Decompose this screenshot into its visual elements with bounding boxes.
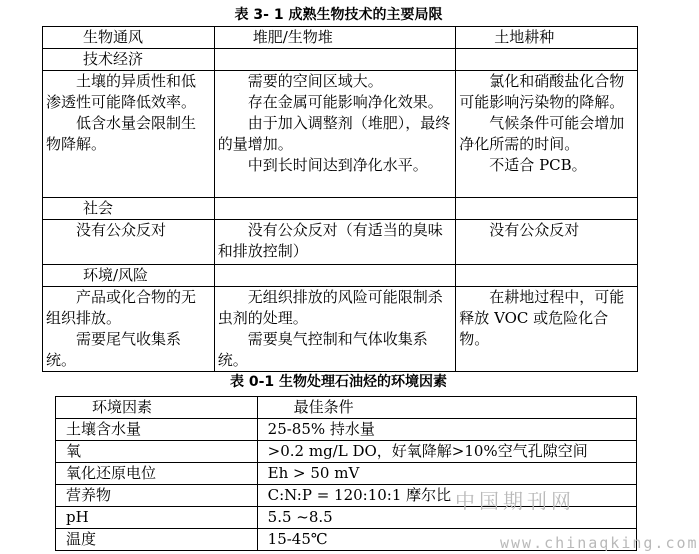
table-row bbox=[56, 419, 637, 441]
table-cell bbox=[456, 220, 638, 265]
condition-cell: C:N:P = 120:10:1 摩尔比 bbox=[257, 485, 636, 507]
factor-cell: 土壤含水量 bbox=[56, 419, 258, 441]
table-cell bbox=[456, 287, 638, 372]
cell-text: 需要臭气控制和气体收集系统。 bbox=[217, 330, 428, 369]
header-bioventing: 生物通风 bbox=[43, 27, 215, 49]
section-row-tech-econ bbox=[43, 49, 638, 71]
condition-cell: 15-45℃ bbox=[257, 529, 636, 551]
table-header-row bbox=[43, 27, 638, 49]
cell-text: 没有公众反对 bbox=[489, 221, 580, 239]
condition-cell: 5.5 ~8.5 bbox=[257, 507, 636, 529]
cell-text: 无组织排放的风险可能限制杀虫剂的处理。 bbox=[217, 288, 443, 327]
cell-text: 氯化和硝酸盐化合物可能影响污染物的降解。 bbox=[459, 72, 625, 111]
table-header-row bbox=[56, 397, 637, 419]
cell-text: 需要尾气收集系统。 bbox=[46, 330, 182, 369]
limitations-table bbox=[42, 26, 638, 372]
condition-cell: >0.2 mg/L DO，好氧降解>10%空气孔隙空间 bbox=[257, 441, 636, 463]
cell-text: 由于加入调整剂（堆肥），最终的量增加。 bbox=[217, 114, 451, 153]
table-cell bbox=[214, 287, 456, 372]
table-row bbox=[43, 220, 638, 265]
section-row-environment bbox=[43, 265, 638, 287]
cell-text: 不适合 PCB。 bbox=[489, 156, 587, 174]
table-cell bbox=[214, 71, 456, 198]
header-land-farming: 土地耕种 bbox=[456, 27, 638, 49]
cell-text: 气候条件可能会增加净化所需的时间。 bbox=[459, 114, 625, 153]
table-cell bbox=[43, 220, 215, 265]
cell-text: 需要的空间区域大。 bbox=[247, 72, 383, 90]
cell-text: 产品或化合物的无组织排放。 bbox=[46, 288, 197, 327]
factor-cell: 温度 bbox=[56, 529, 258, 551]
cell-text: 没有公众反对（有适当的臭味和排放控制） bbox=[217, 221, 443, 260]
section-label: 社会 bbox=[43, 198, 215, 220]
section-row-social bbox=[43, 198, 638, 220]
table-row bbox=[43, 71, 638, 198]
table-row bbox=[56, 463, 637, 485]
cell-text: 土壤的异质性和低渗透性可能降低效率。 bbox=[46, 72, 197, 111]
factor-cell: 氧化还原电位 bbox=[56, 463, 258, 485]
cell-text: 没有公众反对 bbox=[76, 221, 167, 239]
cell-text: 存在金属可能影响净化效果。 bbox=[247, 93, 443, 111]
table-cell bbox=[43, 71, 215, 198]
table-row bbox=[43, 287, 638, 372]
factor-cell: pH bbox=[56, 507, 258, 529]
cell-text: 中到长时间达到净化水平。 bbox=[247, 156, 428, 174]
factor-cell: 营养物 bbox=[56, 485, 258, 507]
cell-text: 低含水量会限制生物降解。 bbox=[46, 114, 197, 153]
table-cell bbox=[456, 71, 638, 198]
watermark-url: www.chinaqking.com bbox=[500, 534, 699, 552]
header-optimal: 最佳条件 bbox=[257, 397, 636, 419]
watermark-logo-text: 中国期刊网 bbox=[455, 489, 575, 513]
header-factor: 环境因素 bbox=[56, 397, 258, 419]
table2-title: 表 0-1 生物处理石油烃的环境因素 bbox=[229, 374, 448, 390]
table-cell bbox=[43, 287, 215, 372]
section-label: 技术经济 bbox=[43, 49, 215, 71]
condition-cell: 25-85% 持水量 bbox=[257, 419, 636, 441]
section-label: 环境/风险 bbox=[43, 265, 215, 287]
cell-text: 在耕地过程中，可能释放 VOC 或危险化合物。 bbox=[459, 288, 625, 348]
table-row bbox=[56, 441, 637, 463]
table-cell bbox=[214, 220, 456, 265]
environment-factors-table bbox=[55, 396, 637, 551]
header-composting: 堆肥/生物堆 bbox=[214, 27, 456, 49]
factor-cell: 氧 bbox=[56, 441, 258, 463]
table1-title: 表 3- 1 成熟生物技术的主要局限 bbox=[234, 7, 443, 23]
condition-cell: Eh > 50 mV bbox=[257, 463, 636, 485]
